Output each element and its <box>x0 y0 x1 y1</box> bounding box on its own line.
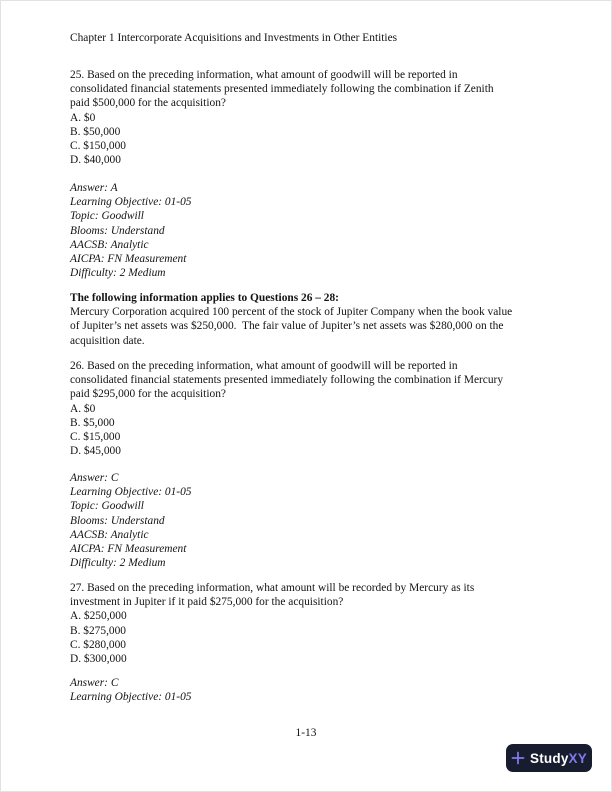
aacsb-26: AACSB: Analytic <box>70 528 149 541</box>
answer-26: Answer: C <box>70 472 119 484</box>
info-line: of Jupiter’s net assets was $250,000. The fair value of Jupiter’s net assets was $280,000 on the <box>70 320 504 333</box>
learning-objective-27: Learning Objective: 01-05 <box>70 691 192 704</box>
question-27-option-a: A. $250,000 <box>70 610 127 623</box>
question-26-line: 26. Based on the preceding information, what amount of goodwill will be reported in <box>70 360 458 372</box>
info-line: acquisition date. <box>70 334 145 347</box>
learning-objective-25: Learning Objective: 01-05 <box>70 196 192 209</box>
question-25-option-a: A. $0 <box>70 111 96 124</box>
info-block-26-28 <box>70 291 572 348</box>
question-27-line: investment in Jupiter if it paid $275,000 for the acquisition? <box>70 596 344 609</box>
studyxy-logo-badge <box>506 744 592 772</box>
question-26-option-a: A. $0 <box>70 402 96 415</box>
answer-27: Answer: C <box>70 677 119 689</box>
question-27-option-b: B. $275,000 <box>70 624 127 637</box>
question-25-line: consolidated financial statements presented immediately following the combination if Zenith <box>70 83 494 96</box>
brand-name <box>530 751 587 766</box>
chapter-title: Chapter 1 Intercorporate Acquisitions and Investments in Other Entities <box>70 32 398 44</box>
question-25-option-b: B. $50,000 <box>70 125 121 138</box>
learning-objective-26: Learning Objective: 01-05 <box>70 486 192 499</box>
question-27-option-d: D. $300,000 <box>70 652 127 665</box>
question-27 <box>70 581 572 666</box>
answer-block-25 <box>70 181 572 280</box>
difficulty-26: Difficulty: 2 Medium <box>70 557 166 570</box>
question-27-line: 27. Based on the preceding information, what amount will be recorded by Mercury as its <box>70 582 475 594</box>
chapter-header <box>70 31 572 45</box>
aicpa-25: AICPA: FN Measurement <box>70 252 187 265</box>
question-25 <box>70 68 572 167</box>
blooms-26: Blooms: Understand <box>70 514 165 527</box>
question-25-line: 25. Based on the preceding information, what amount of goodwill will be reported in <box>70 69 458 81</box>
question-25-option-d: D. $40,000 <box>70 154 121 167</box>
answer-block-26 <box>70 471 572 570</box>
brand-name-primary: Study <box>530 750 569 766</box>
brand-name-accent: XY <box>568 750 587 766</box>
question-26 <box>70 359 572 458</box>
question-25-option-c: C. $150,000 <box>70 139 127 152</box>
aacsb-25: AACSB: Analytic <box>70 238 149 251</box>
info-heading: The following information applies to Questions 26 – 28: <box>70 292 339 304</box>
question-27-option-c: C. $280,000 <box>70 638 127 651</box>
question-25-line: paid $500,000 for the acquisition? <box>70 97 226 110</box>
question-26-option-c: C. $15,000 <box>70 430 121 443</box>
question-26-option-d: D. $45,000 <box>70 445 121 458</box>
question-26-line: consolidated financial statements presented immediately following the combination if Mercury <box>70 374 504 387</box>
answer-25: Answer: A <box>70 182 118 194</box>
page-footer <box>0 726 612 740</box>
aicpa-26: AICPA: FN Measurement <box>70 542 187 555</box>
topic-25: Topic: Goodwill <box>70 210 144 223</box>
blooms-25: Blooms: Understand <box>70 224 165 237</box>
question-26-line: paid $295,000 for the acquisition? <box>70 388 226 401</box>
difficulty-25: Difficulty: 2 Medium <box>70 267 166 280</box>
info-line: Mercury Corporation acquired 100 percent of the stock of Jupiter Company when the book value <box>70 306 513 319</box>
question-26-option-b: B. $5,000 <box>70 416 115 429</box>
plus-icon <box>511 751 525 765</box>
answer-block-27 <box>70 676 572 704</box>
topic-26: Topic: Goodwill <box>70 500 144 513</box>
page-number: 1-13 <box>295 727 317 739</box>
